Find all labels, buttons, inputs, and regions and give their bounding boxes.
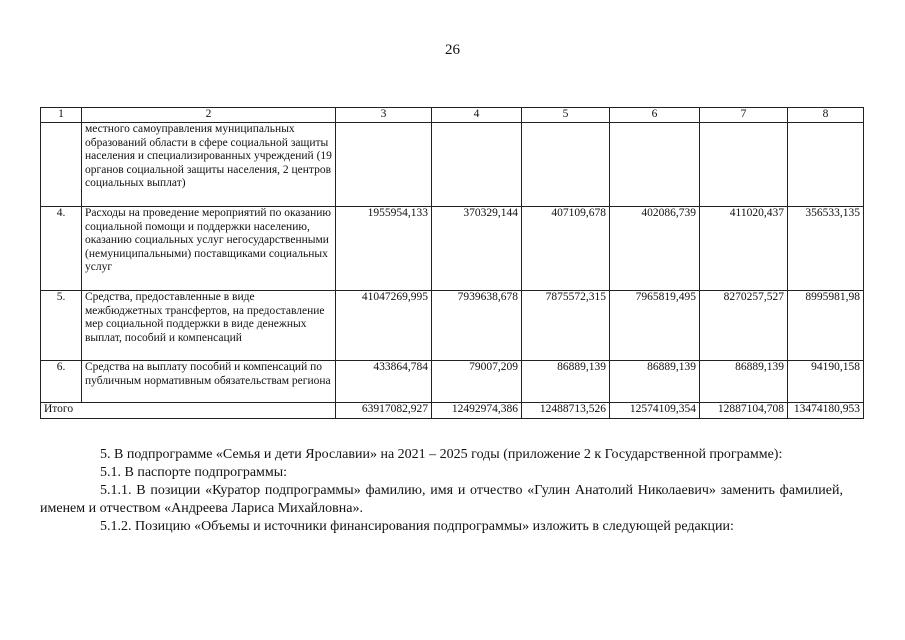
total-value-cell: 12492974,386	[432, 403, 522, 419]
value-cell: 370329,144	[432, 207, 522, 291]
column-header: 7	[700, 108, 788, 123]
paragraph: 5.1. В паспорте подпрограммы:	[100, 465, 288, 480]
total-value-cell: 12887104,708	[700, 403, 788, 419]
value-cell: 7965819,495	[610, 291, 700, 361]
value-cell	[788, 123, 864, 207]
total-value-cell: 63917082,927	[336, 403, 432, 419]
body-text	[40, 446, 843, 536]
value-cell: 86889,139	[610, 361, 700, 403]
value-cell: 407109,678	[522, 207, 610, 291]
total-value-cell: 12488713,526	[522, 403, 610, 419]
column-header: 6	[610, 108, 700, 123]
total-label: Итого	[41, 403, 336, 419]
paragraph: 5.1.2. Позицию «Объемы и источники финансирования подпрограммы» изложить в следующей редакции:	[100, 519, 734, 534]
value-cell: 79007,209	[432, 361, 522, 403]
row-number: 5.	[41, 291, 82, 361]
row-number	[41, 123, 82, 207]
value-cell: 433864,784	[336, 361, 432, 403]
value-cell: 1955954,133	[336, 207, 432, 291]
row-description: местного самоуправления муниципальных образований области в сфере социальной защиты населения и специализированных учреждений (19 органов социальной защиты населения, 2 центров социальных выплат)	[82, 123, 336, 207]
value-cell	[336, 123, 432, 207]
column-header: 8	[788, 108, 864, 123]
column-header: 5	[522, 108, 610, 123]
table-row	[41, 291, 864, 361]
value-cell	[522, 123, 610, 207]
paragraph: 5. В подпрограмме «Семья и дети Ярославии» на 2021 – 2025 годы (приложение 2 к Государственной программе):	[100, 447, 783, 462]
total-value-cell: 13474180,953	[788, 403, 864, 419]
value-cell: 86889,139	[522, 361, 610, 403]
row-number: 4.	[41, 207, 82, 291]
total-row	[41, 403, 864, 419]
value-cell: 41047269,995	[336, 291, 432, 361]
column-header: 3	[336, 108, 432, 123]
table-row	[41, 361, 864, 403]
column-header: 1	[41, 108, 82, 123]
value-cell	[610, 123, 700, 207]
value-cell	[700, 123, 788, 207]
column-header: 4	[432, 108, 522, 123]
value-cell	[432, 123, 522, 207]
table-row	[41, 123, 864, 207]
value-cell: 7939638,678	[432, 291, 522, 361]
paragraph: 5.1.1. В позиции «Куратор подпрограммы» фамилию, имя и отчество «Гулин Анатолий Николаевич» заменить фамилией, именем и отчеством «Андреева Лариса Михайловна».	[40, 483, 843, 516]
row-number: 6.	[41, 361, 82, 403]
row-description: Расходы на проведение мероприятий по оказанию социальной помощи и поддержки населению, оказанию социальных услуг негосударственными (немуниципальными) поставщиками социальных услуг	[82, 207, 336, 291]
total-value-cell: 12574109,354	[610, 403, 700, 419]
value-cell: 94190,158	[788, 361, 864, 403]
row-description: Средства, предоставленные в виде межбюджетных трансфертов, на предоставление мер социальной поддержки в виде денежных выплат, пособий и компенсаций	[82, 291, 336, 361]
value-cell: 356533,135	[788, 207, 864, 291]
value-cell: 411020,437	[700, 207, 788, 291]
column-header: 2	[82, 108, 336, 123]
budget-table	[40, 107, 864, 419]
table-header-row	[41, 108, 864, 123]
value-cell: 7875572,315	[522, 291, 610, 361]
row-description: Средства на выплату пособий и компенсаций по публичным нормативным обязательствам региона	[82, 361, 336, 403]
value-cell: 8270257,527	[700, 291, 788, 361]
value-cell: 8995981,98	[788, 291, 864, 361]
value-cell: 86889,139	[700, 361, 788, 403]
value-cell: 402086,739	[610, 207, 700, 291]
page-number: 26	[445, 42, 460, 58]
table-row	[41, 207, 864, 291]
